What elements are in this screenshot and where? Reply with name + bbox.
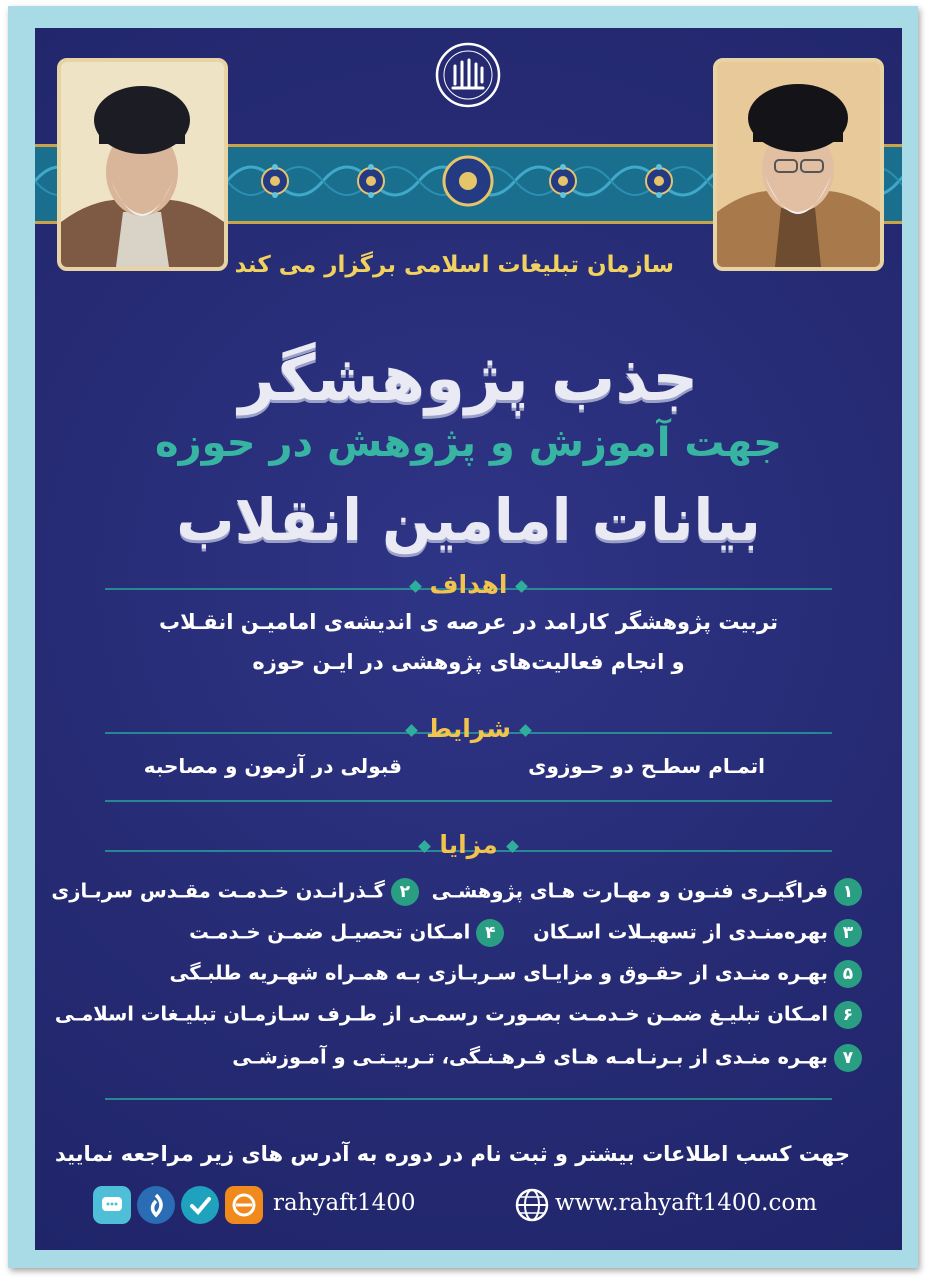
conditions-heading-label: شرایط (426, 714, 511, 743)
advantage-row-2 (189, 919, 862, 947)
advantage-text: گـذرانـدن خـدمـت مقـدس سربـازی (51, 879, 385, 903)
website-link[interactable]: www.rahyaft1400.com (555, 1190, 818, 1216)
advantage-row-4 (55, 1001, 862, 1029)
conditions-heading (35, 714, 902, 743)
goals-heading-label: اهداف (429, 570, 508, 599)
bale-icon[interactable] (181, 1186, 219, 1224)
eitaa-icon[interactable] (225, 1186, 263, 1224)
diamond-icon (409, 580, 422, 593)
number-badge: ۳ (834, 919, 862, 947)
soroush-icon[interactable] (137, 1186, 175, 1224)
social-handle[interactable]: rahyaft1400 (273, 1190, 416, 1216)
divider (105, 800, 832, 802)
number-badge: ۵ (834, 960, 862, 988)
contact-text: جهت کسب اطلاعات بیشتر و ثبت نام در دوره به آدرس های زیر مراجعه نمایید (54, 1142, 850, 1166)
diamond-icon (405, 724, 418, 737)
rubika-icon[interactable] (93, 1186, 131, 1224)
topic-title: بیانات امامین انقلاب (176, 486, 761, 554)
advantage-text: بهـره منـدی از حقـوق و مزایـای سـربـازی بـه همـراه شهـریه طلبـگی (169, 961, 828, 985)
advantages-heading-label: مزایا (439, 830, 498, 859)
number-badge: ۴ (476, 919, 504, 947)
globe-icon (515, 1188, 549, 1222)
condition-1: اتمـام سطـح دو حـوزوی (528, 754, 765, 778)
advantage-text: امـکان تحصیـل ضمـن خـدمـت (189, 920, 471, 944)
diamond-icon (418, 840, 431, 853)
goal-line-2: و انجام فعالیت‌های پژوهشی در ایـن حوزه (252, 650, 685, 674)
goals-heading (35, 570, 902, 599)
diamond-icon (519, 724, 532, 737)
diamond-icon (516, 580, 529, 593)
divider (105, 1098, 832, 1100)
diamond-icon (506, 840, 519, 853)
logo-emblem (435, 42, 501, 108)
advantage-text: بهره‌منـدی از تسهیـلات اسـکان (533, 920, 828, 944)
advantage-row-5 (232, 1044, 862, 1072)
portrait-right (713, 58, 884, 271)
advantages-heading (35, 830, 902, 859)
goal-line-1: تربیت پژوهشگر کارامد در عرصه ی اندیشه‌ی امامیـن انقـلاب (158, 610, 778, 634)
main-title: جذب پژوهشگر (238, 342, 699, 416)
organizer-text: سازمان تبلیغات اسلامی برگزار می کند (234, 252, 674, 278)
number-badge: ۱ (834, 878, 862, 906)
poster (35, 28, 902, 1250)
advantage-row-3 (169, 960, 862, 988)
advantage-text: فراگیـری فنـون و مهـارت هـای پژوهشـی (431, 879, 828, 903)
advantage-text: امـکان تبلیـغ ضمـن خـدمـت بصـورت رسمـی از طـرف سـازمـان تبلیـغات اسلامـی (54, 1002, 828, 1026)
subtitle: جهت آموزش و پژوهش در حوزه (155, 420, 782, 466)
number-badge: ۲ (391, 878, 419, 906)
number-badge: ۷ (834, 1044, 862, 1072)
advantage-row-1 (51, 878, 862, 906)
number-badge: ۶ (834, 1001, 862, 1029)
condition-2: قبولی در آزمون و مصاحبه (143, 754, 402, 778)
poster-frame (8, 6, 918, 1268)
portrait-left (57, 58, 228, 271)
advantage-text: بهـره منـدی از بـرنـامـه هـای فـرهـنـگی، تـربیـتـی و آمـوزشـی (232, 1045, 828, 1069)
